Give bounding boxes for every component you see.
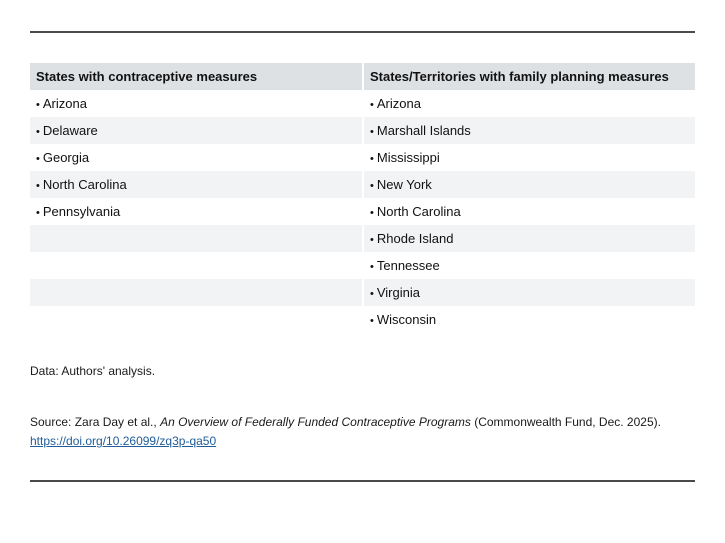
bullet-icon: • (370, 261, 374, 273)
state-name: Arizona (376, 96, 421, 111)
cell-contraceptive (30, 117, 364, 144)
table-row (30, 225, 695, 252)
table-row (30, 279, 695, 306)
cell-family-planning (364, 225, 695, 252)
doi-link[interactable]: https://doi.org/10.26099/zq3p-qa50 (30, 434, 217, 448)
table-body (30, 90, 695, 333)
source-title: An Overview of Federally Funded Contraceptive Programs (160, 415, 471, 429)
bullet-icon: • (370, 207, 374, 219)
cell-contraceptive (30, 225, 364, 252)
state-name: Mississippi (376, 150, 440, 165)
source-prefix: Source: Zara Day et al., (30, 415, 161, 429)
bullet-icon: • (370, 99, 374, 111)
state-name: New York (376, 177, 432, 192)
cell-family-planning (364, 117, 695, 144)
bullet-icon: • (36, 153, 40, 165)
table-row (30, 117, 695, 144)
column-header-family-planning: States/Territories with family planning measures (364, 63, 695, 90)
cell-family-planning (364, 171, 695, 198)
table-row (30, 90, 695, 117)
table-row (30, 171, 695, 198)
state-name: Tennessee (376, 258, 440, 273)
table-row (30, 144, 695, 171)
bullet-icon: • (36, 180, 40, 192)
cell-contraceptive (30, 90, 364, 117)
bullet-icon: • (370, 288, 374, 300)
states-measures-table (30, 63, 695, 333)
bullet-icon: • (36, 99, 40, 111)
cell-contraceptive (30, 144, 364, 171)
bottom-rule (30, 480, 695, 482)
table-header-row (30, 63, 695, 90)
top-rule (30, 31, 695, 33)
source-note (30, 413, 700, 451)
bullet-icon: • (370, 315, 374, 327)
state-name: Georgia (42, 150, 90, 165)
cell-contraceptive (30, 171, 364, 198)
cell-family-planning (364, 252, 695, 279)
cell-family-planning (364, 90, 695, 117)
bullet-icon: • (370, 234, 374, 246)
cell-family-planning (364, 279, 695, 306)
state-name: Delaware (42, 123, 98, 138)
bullet-icon: • (36, 207, 40, 219)
cell-family-planning (364, 198, 695, 225)
state-name: Wisconsin (376, 312, 437, 327)
data-note: Data: Authors' analysis. (30, 364, 156, 378)
bullet-icon: • (370, 126, 374, 138)
state-name: North Carolina (42, 177, 127, 192)
cell-contraceptive (30, 279, 364, 306)
state-name: Rhode Island (376, 231, 454, 246)
table-row (30, 306, 695, 333)
state-name: Pennsylvania (42, 204, 121, 219)
table-row (30, 198, 695, 225)
state-name: North Carolina (376, 204, 461, 219)
bullet-icon: • (370, 153, 374, 165)
source-suffix: (Commonwealth Fund, Dec. 2025). (470, 415, 661, 429)
cell-contraceptive (30, 306, 364, 333)
state-name: Marshall Islands (376, 123, 471, 138)
cell-contraceptive (30, 198, 364, 225)
state-name: Virginia (376, 285, 420, 300)
state-name: Arizona (42, 96, 87, 111)
table-row (30, 252, 695, 279)
bullet-icon: • (370, 180, 374, 192)
bullet-icon: • (36, 126, 40, 138)
column-header-contraceptive: States with contraceptive measures (30, 63, 364, 90)
cell-family-planning (364, 306, 695, 333)
cell-family-planning (364, 144, 695, 171)
cell-contraceptive (30, 252, 364, 279)
